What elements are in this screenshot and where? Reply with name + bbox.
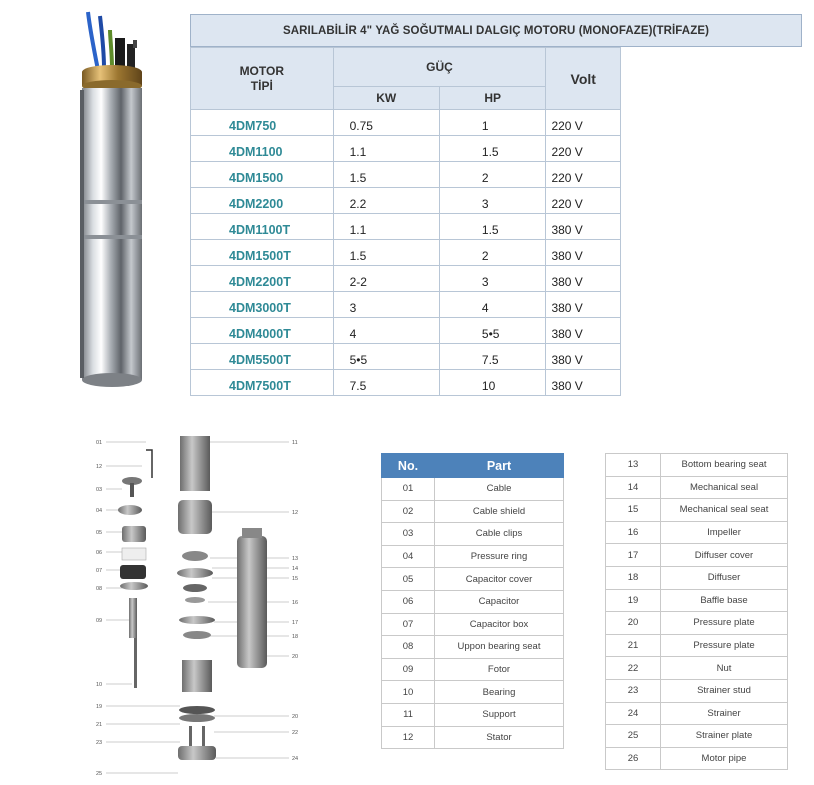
- model-cell: 4DM1500: [191, 162, 334, 188]
- spec-row: [191, 214, 621, 240]
- kw-cell: 3: [333, 292, 439, 318]
- kw-cell: 1.5: [333, 240, 439, 266]
- kw-cell: 1.1: [333, 136, 439, 162]
- model-cell: 4DM3000T: [191, 292, 334, 318]
- volt-cell: 220 V: [546, 136, 621, 162]
- parts-row: [382, 545, 564, 568]
- parts-header-no: No.: [382, 454, 435, 478]
- model-cell: 4DM2200T: [191, 266, 334, 292]
- part-number: 24: [606, 702, 661, 725]
- part-name: Mechanical seal seat: [661, 499, 788, 522]
- diagram-label: 13: [292, 556, 299, 562]
- parts-row: [606, 566, 788, 589]
- spec-row: [191, 266, 621, 292]
- volt-cell: 220 V: [546, 162, 621, 188]
- part-number: 01: [382, 478, 435, 501]
- hp-cell: 10: [439, 370, 546, 396]
- spec-row: [191, 240, 621, 266]
- diagram-label: 20: [292, 654, 299, 660]
- spec-row: [191, 162, 621, 188]
- part-number: 23: [606, 679, 661, 702]
- part-name: Capacitor box: [435, 613, 564, 636]
- part-name: Support: [435, 703, 564, 726]
- kw-cell: 1.1: [333, 214, 439, 240]
- diagram-label: 20: [292, 714, 299, 720]
- part-name: Uppon bearing seat: [435, 636, 564, 659]
- model-cell: 4DM4000T: [191, 318, 334, 344]
- kw-cell: 2-2: [333, 266, 439, 292]
- parts-row: [382, 681, 564, 704]
- spec-row: [191, 318, 621, 344]
- part-name: Diffuser: [661, 566, 788, 589]
- model-cell: 4DM1100T: [191, 214, 334, 240]
- header-kw: KW: [333, 87, 439, 110]
- part-number: 02: [382, 500, 435, 523]
- parts-row: [606, 589, 788, 612]
- exploded-parts-diagram: [92, 428, 307, 780]
- part-name: Pressure plate: [661, 612, 788, 635]
- part-number: 04: [382, 545, 435, 568]
- parts-row: [382, 613, 564, 636]
- part-name: Diffuser cover: [661, 544, 788, 567]
- diagram-label: 22: [292, 730, 299, 736]
- part-name: Cable: [435, 478, 564, 501]
- model-cell: 4DM7500T: [191, 370, 334, 396]
- spec-row: [191, 292, 621, 318]
- parts-row: [382, 500, 564, 523]
- spec-row: [191, 188, 621, 214]
- parts-row: [606, 521, 788, 544]
- diagram-label: 18: [292, 634, 299, 640]
- diagram-label: 04: [96, 508, 103, 514]
- parts-row: [382, 590, 564, 613]
- header-motor-type: [191, 48, 334, 110]
- header-hp: HP: [439, 87, 546, 110]
- diagram-label: 11: [292, 440, 298, 446]
- diagram-label: 12: [96, 464, 103, 470]
- diagram-label: 15: [292, 576, 299, 582]
- kw-cell: 5•5: [333, 344, 439, 370]
- part-name: Cable clips: [435, 523, 564, 546]
- part-name: Strainer: [661, 702, 788, 725]
- volt-cell: 220 V: [546, 188, 621, 214]
- volt-cell: 380 V: [546, 370, 621, 396]
- parts-row: [382, 703, 564, 726]
- diagram-label: 23: [96, 740, 103, 746]
- diagram-label: 07: [96, 568, 103, 574]
- parts-row: [382, 478, 564, 501]
- header-motor-line2: TİPİ: [250, 78, 273, 93]
- diagram-label: 05: [96, 530, 103, 536]
- part-name: Fotor: [435, 658, 564, 681]
- hp-cell: 1.5: [439, 214, 546, 240]
- part-number: 13: [606, 454, 661, 477]
- parts-row: [382, 523, 564, 546]
- diagram-label: 09: [96, 618, 103, 624]
- model-cell: 4DM1500T: [191, 240, 334, 266]
- diagram-label: 24: [292, 756, 299, 762]
- model-cell: 4DM1100: [191, 136, 334, 162]
- part-name: Motor pipe: [661, 747, 788, 770]
- hp-cell: 5•5: [439, 318, 546, 344]
- part-number: 17: [606, 544, 661, 567]
- part-name: Strainer stud: [661, 679, 788, 702]
- part-number: 15: [606, 499, 661, 522]
- part-number: 05: [382, 568, 435, 591]
- part-number: 18: [606, 566, 661, 589]
- spec-table: [190, 47, 621, 396]
- parts-row: [606, 725, 788, 748]
- header-volt: Volt: [546, 48, 621, 110]
- diagram-label: 08: [96, 586, 103, 592]
- part-name: Pressure plate: [661, 634, 788, 657]
- volt-cell: 380 V: [546, 318, 621, 344]
- part-number: 16: [606, 521, 661, 544]
- part-name: Capacitor: [435, 590, 564, 613]
- part-number: 22: [606, 657, 661, 680]
- kw-cell: 4: [333, 318, 439, 344]
- model-cell: 4DM750: [191, 110, 334, 136]
- part-number: 09: [382, 658, 435, 681]
- part-name: Pressure ring: [435, 545, 564, 568]
- volt-cell: 380 V: [546, 240, 621, 266]
- diagram-label: 01: [96, 440, 103, 446]
- hp-cell: 7.5: [439, 344, 546, 370]
- hp-cell: 2: [439, 162, 546, 188]
- spec-row: [191, 110, 621, 136]
- diagram-label: 14: [292, 566, 299, 572]
- volt-cell: 380 V: [546, 266, 621, 292]
- diagram-label: 16: [292, 600, 299, 606]
- kw-cell: 2.2: [333, 188, 439, 214]
- header-power: GÜÇ: [333, 48, 546, 87]
- diagram-label: 03: [96, 487, 103, 493]
- part-number: 20: [606, 612, 661, 635]
- parts-row: [606, 634, 788, 657]
- spec-row: [191, 136, 621, 162]
- diagram-label: 06: [96, 550, 103, 556]
- diagram-label: 17: [292, 620, 299, 626]
- part-number: 03: [382, 523, 435, 546]
- hp-cell: 3: [439, 188, 546, 214]
- part-number: 11: [382, 703, 435, 726]
- parts-row: [606, 657, 788, 680]
- part-number: 07: [382, 613, 435, 636]
- hp-cell: 1: [439, 110, 546, 136]
- part-number: 10: [382, 681, 435, 704]
- part-number: 12: [382, 726, 435, 749]
- header-motor-line1: MOTOR: [239, 63, 285, 78]
- parts-row: [606, 747, 788, 770]
- diagram-label: 10: [96, 682, 103, 688]
- volt-cell: 380 V: [546, 214, 621, 240]
- part-number: 08: [382, 636, 435, 659]
- part-name: Impeller: [661, 521, 788, 544]
- part-number: 19: [606, 589, 661, 612]
- parts-row: [382, 568, 564, 591]
- part-name: Strainer plate: [661, 725, 788, 748]
- parts-row: [606, 702, 788, 725]
- parts-table-left: [381, 453, 564, 749]
- spec-row: [191, 344, 621, 370]
- part-number: 06: [382, 590, 435, 613]
- motor-photo: [60, 10, 170, 395]
- part-name: Bearing: [435, 681, 564, 704]
- parts-row: [606, 612, 788, 635]
- parts-row: [606, 544, 788, 567]
- hp-cell: 2: [439, 240, 546, 266]
- kw-cell: 0.75: [333, 110, 439, 136]
- parts-row: [382, 726, 564, 749]
- part-name: Capacitor cover: [435, 568, 564, 591]
- spec-row: [191, 370, 621, 396]
- part-name: Cable shield: [435, 500, 564, 523]
- part-name: Stator: [435, 726, 564, 749]
- kw-cell: 1.5: [333, 162, 439, 188]
- model-cell: 4DM5500T: [191, 344, 334, 370]
- diagram-label: 25: [96, 771, 103, 777]
- hp-cell: 4: [439, 292, 546, 318]
- part-name: Bottom bearing seat: [661, 454, 788, 477]
- parts-row: [606, 679, 788, 702]
- parts-row: [606, 476, 788, 499]
- part-name: Baffle base: [661, 589, 788, 612]
- parts-header-part: Part: [435, 454, 564, 478]
- parts-row: [382, 636, 564, 659]
- hp-cell: 3: [439, 266, 546, 292]
- part-number: 21: [606, 634, 661, 657]
- diagram-label: 19: [96, 704, 103, 710]
- part-name: Nut: [661, 657, 788, 680]
- part-number: 25: [606, 725, 661, 748]
- volt-cell: 380 V: [546, 344, 621, 370]
- kw-cell: 7.5: [333, 370, 439, 396]
- spec-table-title: SARILABİLİR 4" YAĞ SOĞUTMALI DALGIÇ MOTORU (MONOFAZE)(TRİFAZE): [190, 14, 802, 47]
- diagram-label: 12: [292, 510, 299, 516]
- model-cell: 4DM2200: [191, 188, 334, 214]
- volt-cell: 380 V: [546, 292, 621, 318]
- part-name: Mechanical seal: [661, 476, 788, 499]
- volt-cell: 220 V: [546, 110, 621, 136]
- parts-row: [606, 454, 788, 477]
- parts-table-right: [605, 453, 788, 770]
- part-number: 26: [606, 747, 661, 770]
- diagram-label: 21: [96, 722, 103, 728]
- parts-row: [382, 658, 564, 681]
- hp-cell: 1.5: [439, 136, 546, 162]
- part-number: 14: [606, 476, 661, 499]
- parts-row: [606, 499, 788, 522]
